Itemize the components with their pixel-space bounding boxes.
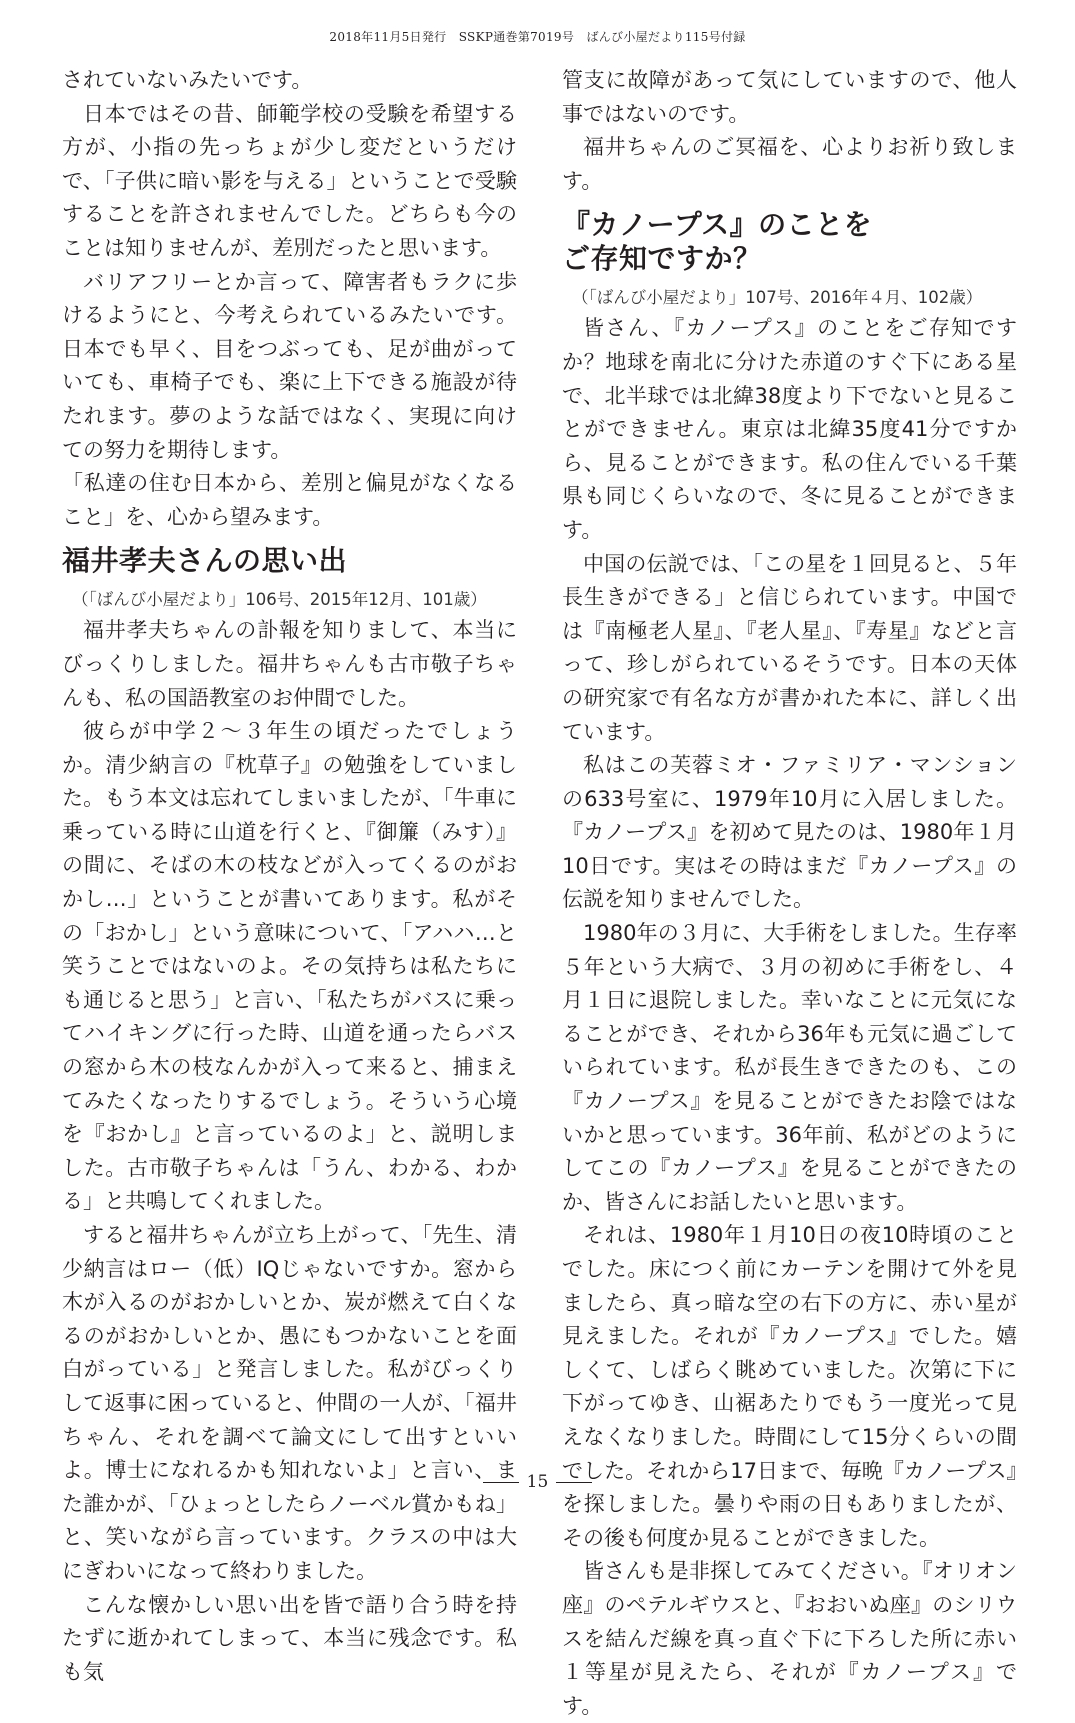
heading-line: 『カノープス』のことを — [562, 208, 873, 242]
citation: （「ばんび小屋だより」106号、2015年12月、101歳） — [72, 590, 487, 610]
section-heading-fukui: 福井孝夫さんの思い出 — [62, 544, 348, 578]
paragraph: バリアフリーとか言って、障害者もラクに歩けるようにと、今考えられているみたいです。日本でも早く、目をつぶっても、足が曲がっていても、車椅子でも、楽に上下できる施設が待たれます。夢のような話ではなく、実現に向けての努力を期待します。 — [62, 269, 517, 462]
page-header: 2018年11月5日発行 SSKP通巻第7019号 ばんび小屋だより115号付録 — [329, 30, 746, 44]
heading-line: ご存知ですか？ — [562, 242, 762, 276]
page-footer — [0, 1472, 1075, 1492]
paragraph: こんな懐かしい思い出を皆で語り合う時を持たずに逝かれてしまって、本当に残念です。私も気 — [62, 1592, 517, 1684]
paragraph: 1980年の３月に、大手術をしました。生存率５年という大病で、３月の初めに手術をし、４月１日に退院しました。幸いなことに元気になることができ、それから36年も元気に過ごしていられています。私が長生きできたのも、この『カノープス』を見ることができたお陰ではないかと思っています。36年前、私がどのようにしてこの『カノープス』を見ることができたのか、皆さんにお話したいと思います。 — [562, 921, 1017, 1214]
paragraph: 福井ちゃんのご冥福を、心よりお祈り致します。 — [562, 135, 1017, 193]
paragraph: 「私達の住む日本から、差別と偏見がなくなること」を、心から望みます。 — [62, 471, 517, 529]
left-column — [62, 64, 517, 1689]
footer-rule — [483, 1482, 519, 1483]
paragraph: 日本ではその昔、師範学校の受験を希望する方が、小指の先っちょが少し変だというだけで、「子供に暗い影を与える」ということで受験することを許されませんでした。どちらも今のことは知りませんが、差別だったと思います。 — [62, 101, 517, 260]
citation: （「ばんび小屋だより」107号、2016年４月、102歳） — [572, 288, 983, 308]
paragraph: 福井孝夫ちゃんの訃報を知りまして、本当にびっくりしました。福井ちゃんも古市敬子ちゃんも、私の国語教室のお仲間でした。 — [62, 618, 517, 710]
paragraph: それは、1980年１月10日の夜10時頃のことでした。床につく前にカーテンを開けて外を見ましたら、真っ暗な空の右下の方に、赤い星が見えました。それが『カノープス』でした。嬉しくて、しばらく眺めていました。次第に下に下がってゆき、山裾あたりでもう一度光って見えなくなりました。時間にして15分くらいの間でした。それから17日まで、毎晩『カノープス』を探しました。曇りや雨の日もありましたが、その後も何度か見ることができました。 — [562, 1223, 1017, 1550]
paragraph: 管支に故障があって気にしていますので、他人事ではないのです。 — [562, 68, 1017, 126]
footer-rule — [556, 1482, 592, 1483]
paragraph: 私はこの芙蓉ミオ・ファミリア・マンションの633号室に、1979年10月に入居しました。『カノープス』を初めて見たのは、1980年１月10日です。実はその時はまだ『カノープス』の伝説を知りませんでした。 — [562, 753, 1017, 912]
paragraph: 皆さんも是非探してみてください。『オリオン座』のペテルギウスと、『おおいぬ座』のシリウスを結んだ線を真っ直ぐ下に下ろした所に赤い１等星が見えたら、それが『カノープス』です。 — [562, 1559, 1017, 1718]
paragraph: 皆さん、『カノープス』のことをご存知ですか？地球を南北に分けた赤道のすぐ下にある星で、北半球では北緯38度より下でないと見ることができません。東京は北緯35度41分ですから、見ることができます。私の住んでいる千葉県も同じくらいなので、冬に見ることができます。 — [562, 316, 1017, 542]
paragraph: 彼らが中学２～３年生の頃だったでしょうか。清少納言の『枕草子』の勉強をしていました。もう本文は忘れてしまいましたが、「牛車に乗っている時に山道を行くと、『御簾（みす）』の間に、そばの木の枝などが入ってくるのがおかし…」ということが書いてあります。私がその「おかし」という意味について、「アハハ…と笑うことではないのよ。その気持ちは私たちにも通じると思う」と言い、「私たちがバスに乗ってハイキングに行った時、山道を通ったらバスの窓から木の枝なんかが入って来ると、捕まえてみたくなったりするでしょう。そういう心境を『おかし』と言っているのよ」と、説明しました。古市敬子ちゃんは「うん、わかる、わかる」と共鳴してくれました。 — [62, 719, 517, 1214]
paragraph: されていないみたいです。 — [62, 68, 313, 92]
paragraph: 中国の伝説では、「この星を１回見ると、５年長生きができる」と信じられています。中国では『南極老人星』、『老人星』、『寿星』などと言って、珍しがられているそうです。日本の天体の研究家で有名な方が書かれた本に、詳しく出ています。 — [562, 551, 1017, 744]
page-number: 15 — [526, 1472, 549, 1492]
section-heading-canopus — [562, 208, 1017, 276]
paragraph: すると福井ちゃんが立ち上がって、「先生、清少納言はロー（低）IQじゃないですか。窓から木が入るのがおかしいとか、炭が燃えて白くなるのがおかしいとか、愚にもつかないことを面白がっている」と発言しました。私がびっくりして返事に困っていると、仲間の一人が、「福井ちゃん、それを調べて論文にして出すといいよ。博士になれるかも知れないよ」と言い、また誰かが、「ひょっとしたらノーベル賞かもね」と、笑いながら言っています。クラスの中は大にぎわいになって終わりました。 — [62, 1223, 517, 1583]
